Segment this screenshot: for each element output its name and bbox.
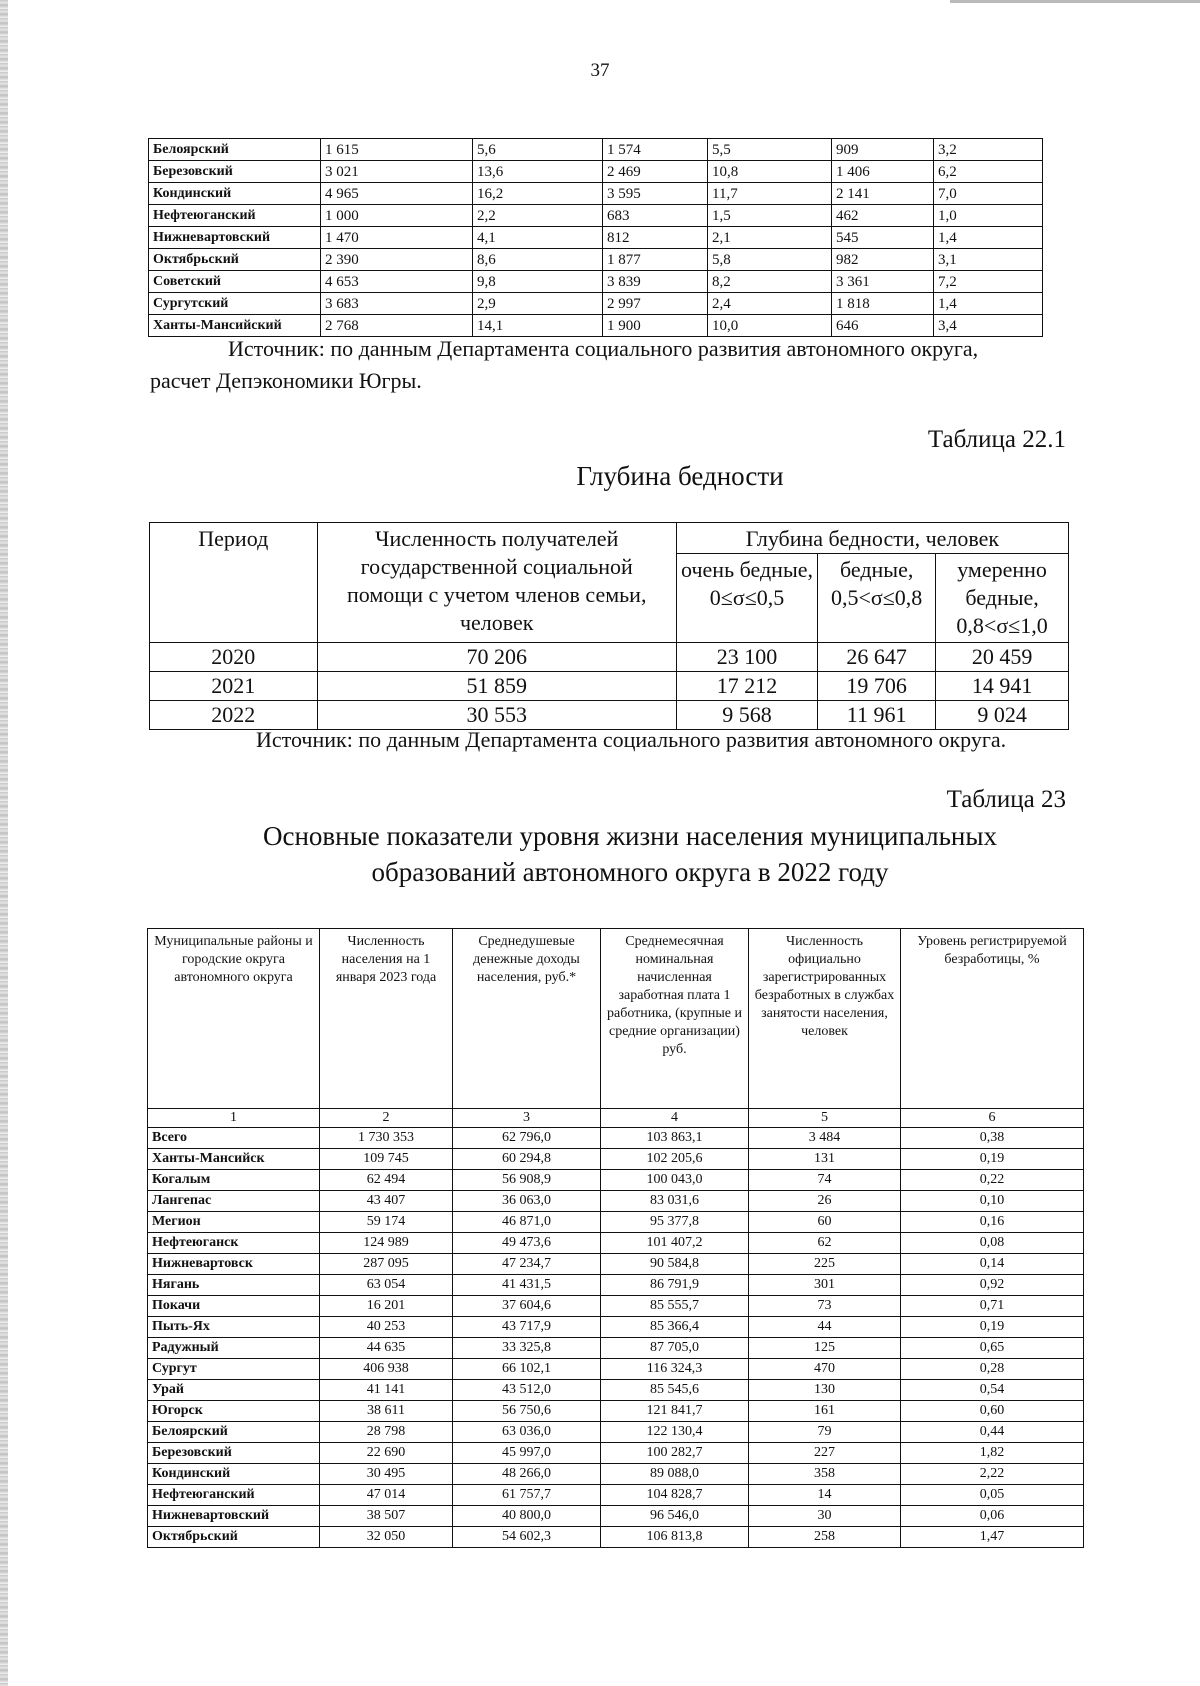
table-23-body: [148, 1128, 1084, 1548]
value-cell: 1,4: [934, 227, 1043, 249]
value-cell: 41 141: [320, 1380, 453, 1401]
value-cell: 3 683: [321, 293, 473, 315]
table-22-1-label: Таблица 22.1: [927, 426, 1066, 453]
value-cell: 14 941: [936, 672, 1069, 701]
value-cell: 2 997: [603, 293, 708, 315]
value-cell: 95 377,8: [601, 1212, 749, 1233]
header-poor: бедные, 0,5<σ≤0,8: [818, 554, 936, 643]
value-cell: 100 282,7: [601, 1443, 749, 1464]
value-cell: 1 730 353: [320, 1128, 453, 1149]
value-cell: 301: [749, 1275, 901, 1296]
value-cell: 3,2: [934, 139, 1043, 161]
value-cell: 51 859: [317, 672, 676, 701]
value-cell: 102 205,6: [601, 1149, 749, 1170]
table-row: [148, 1443, 1084, 1464]
value-cell: 79: [749, 1422, 901, 1443]
value-cell: 131: [749, 1149, 901, 1170]
row-label-cell: Лангепас: [148, 1191, 320, 1212]
value-cell: 33 325,8: [453, 1338, 601, 1359]
table-23-title: Основные показатели уровня жизни населения муниципальных образований автономного округа в 2022 году: [262, 821, 998, 887]
row-label-cell: Кондинский: [148, 1464, 320, 1485]
row-label-cell: Мегион: [148, 1212, 320, 1233]
value-cell: 85 555,7: [601, 1296, 749, 1317]
row-label-cell: Белоярский: [148, 1422, 320, 1443]
row-label-cell: Советский: [149, 271, 321, 293]
row-label-cell: Нефтеюганск: [148, 1233, 320, 1254]
value-cell: 1,82: [901, 1443, 1084, 1464]
table-row: [148, 1149, 1084, 1170]
table-previous-body: [149, 139, 1043, 337]
value-cell: 16 201: [320, 1296, 453, 1317]
value-cell: 1 877: [603, 249, 708, 271]
value-cell: 3 361: [832, 271, 934, 293]
value-cell: 0,44: [901, 1422, 1084, 1443]
value-cell: 44: [749, 1317, 901, 1338]
value-cell: 1,4: [934, 293, 1043, 315]
value-cell: 30: [749, 1506, 901, 1527]
value-cell: 96 546,0: [601, 1506, 749, 1527]
column-number: 2: [320, 1109, 453, 1128]
value-cell: 22 690: [320, 1443, 453, 1464]
row-label-cell: Белоярский: [149, 139, 321, 161]
value-cell: 545: [832, 227, 934, 249]
row-label-cell: Радужный: [148, 1338, 320, 1359]
value-cell: 30 553: [317, 701, 676, 730]
value-cell: 646: [832, 315, 934, 337]
value-cell: 1 470: [321, 227, 473, 249]
header-unemployed: Численность официально зарегистрированных безработных в службах занятости населения, человек: [749, 929, 901, 1109]
value-cell: 3 484: [749, 1128, 901, 1149]
value-cell: 0,28: [901, 1359, 1084, 1380]
value-cell: 26 647: [818, 643, 936, 672]
value-cell: 2,1: [708, 227, 832, 249]
value-cell: 3 595: [603, 183, 708, 205]
value-cell: 2,9: [473, 293, 603, 315]
header-depth-group: Глубина бедности, человек: [676, 523, 1068, 554]
value-cell: 26: [749, 1191, 901, 1212]
value-cell: 462: [832, 205, 934, 227]
value-cell: 358: [749, 1464, 901, 1485]
table-22-1-body: [150, 643, 1069, 730]
value-cell: 40 253: [320, 1317, 453, 1338]
value-cell: 106 813,8: [601, 1527, 749, 1548]
header-recipients: Численность получателей государственной социальной помощи с учетом членов семьи, человек: [317, 523, 676, 643]
row-label-cell: Всего: [148, 1128, 320, 1149]
value-cell: 38 611: [320, 1401, 453, 1422]
value-cell: 6,2: [934, 161, 1043, 183]
header-moderate: умеренно бедные, 0,8<σ≤1,0: [936, 554, 1069, 643]
value-cell: 20 459: [936, 643, 1069, 672]
value-cell: 85 366,4: [601, 1317, 749, 1338]
value-cell: 125: [749, 1338, 901, 1359]
value-cell: 0,19: [901, 1317, 1084, 1338]
value-cell: 90 584,8: [601, 1254, 749, 1275]
value-cell: 66 102,1: [453, 1359, 601, 1380]
value-cell: 70 206: [317, 643, 676, 672]
table-row: [148, 1527, 1084, 1548]
row-label-cell: Нефтеюганский: [149, 205, 321, 227]
value-cell: 227: [749, 1443, 901, 1464]
table-row: [148, 1296, 1084, 1317]
value-cell: 0,65: [901, 1338, 1084, 1359]
table-row: [148, 1359, 1084, 1380]
value-cell: 2 141: [832, 183, 934, 205]
row-label-cell: Октябрьский: [149, 249, 321, 271]
value-cell: 10,0: [708, 315, 832, 337]
value-cell: 44 635: [320, 1338, 453, 1359]
table-23: [147, 928, 1084, 1548]
value-cell: 37 604,6: [453, 1296, 601, 1317]
value-cell: 225: [749, 1254, 901, 1275]
value-cell: 38 507: [320, 1506, 453, 1527]
value-cell: 0,08: [901, 1233, 1084, 1254]
value-cell: 0,71: [901, 1296, 1084, 1317]
value-cell: 73: [749, 1296, 901, 1317]
value-cell: 1 574: [603, 139, 708, 161]
table-22-1: [149, 522, 1069, 730]
value-cell: 62: [749, 1233, 901, 1254]
row-label-cell: Нефтеюганский: [148, 1485, 320, 1506]
value-cell: 121 841,7: [601, 1401, 749, 1422]
row-label-cell: Ханты-Мансийский: [149, 315, 321, 337]
table-row: [149, 183, 1043, 205]
value-cell: 2 469: [603, 161, 708, 183]
value-cell: 40 800,0: [453, 1506, 601, 1527]
value-cell: 63 036,0: [453, 1422, 601, 1443]
row-label-cell: 2020: [150, 643, 318, 672]
table-row: [148, 1317, 1084, 1338]
table-row: [149, 271, 1043, 293]
table-row: [148, 1191, 1084, 1212]
value-cell: 43 512,0: [453, 1380, 601, 1401]
header-salary: Среднемесячная номинальная начисленная заработная плата 1 работника, (крупные и средние организации) руб.: [601, 929, 749, 1109]
value-cell: 11 961: [818, 701, 936, 730]
value-cell: 3,1: [934, 249, 1043, 271]
table-previous-continuation: [148, 138, 1043, 337]
value-cell: 2 390: [321, 249, 473, 271]
row-label-cell: Нижневартовск: [148, 1254, 320, 1275]
row-label-cell: Урай: [148, 1380, 320, 1401]
value-cell: 101 407,2: [601, 1233, 749, 1254]
value-cell: 85 545,6: [601, 1380, 749, 1401]
value-cell: 89 088,0: [601, 1464, 749, 1485]
value-cell: 14,1: [473, 315, 603, 337]
row-label-cell: 2022: [150, 701, 318, 730]
header-municipality: Муниципальные районы и городские округа автономного округа: [148, 929, 320, 1109]
value-cell: 122 130,4: [601, 1422, 749, 1443]
value-cell: 4 653: [321, 271, 473, 293]
value-cell: 812: [603, 227, 708, 249]
value-cell: 4 965: [321, 183, 473, 205]
value-cell: 87 705,0: [601, 1338, 749, 1359]
value-cell: 1 818: [832, 293, 934, 315]
value-cell: 2,22: [901, 1464, 1084, 1485]
table-row: [148, 1212, 1084, 1233]
table-row: [150, 672, 1069, 701]
table-row: [148, 1233, 1084, 1254]
column-number: 3: [453, 1109, 601, 1128]
scan-edge-top: [950, 0, 1200, 3]
value-cell: 14: [749, 1485, 901, 1506]
row-label-cell: Ханты-Мансийск: [148, 1149, 320, 1170]
value-cell: 17 212: [676, 672, 817, 701]
value-cell: 86 791,9: [601, 1275, 749, 1296]
row-label-cell: Березовский: [148, 1443, 320, 1464]
value-cell: 100 043,0: [601, 1170, 749, 1191]
value-cell: 0,06: [901, 1506, 1084, 1527]
value-cell: 3,4: [934, 315, 1043, 337]
table-row: [148, 1338, 1084, 1359]
table-row: [148, 1380, 1084, 1401]
value-cell: 0,38: [901, 1128, 1084, 1149]
value-cell: 8,6: [473, 249, 603, 271]
value-cell: 406 938: [320, 1359, 453, 1380]
table-row: [149, 227, 1043, 249]
value-cell: 48 266,0: [453, 1464, 601, 1485]
scan-edge-left: [0, 0, 8, 1686]
value-cell: 683: [603, 205, 708, 227]
table-22-1-title: Глубина бедности: [576, 461, 784, 491]
row-label-cell: Югорск: [148, 1401, 320, 1422]
value-cell: 1,47: [901, 1527, 1084, 1548]
value-cell: 7,0: [934, 183, 1043, 205]
value-cell: 909: [832, 139, 934, 161]
value-cell: 74: [749, 1170, 901, 1191]
value-cell: 104 828,7: [601, 1485, 749, 1506]
source-note-2: Источник: по данным Департамента социального развития автономного округа.: [256, 727, 1007, 752]
column-number: 5: [749, 1109, 901, 1128]
value-cell: 0,92: [901, 1275, 1084, 1296]
value-cell: 62 494: [320, 1170, 453, 1191]
value-cell: 1 615: [321, 139, 473, 161]
value-cell: 0,19: [901, 1149, 1084, 1170]
header-very-poor: очень бедные, 0≤σ≤0,5: [676, 554, 817, 643]
value-cell: 54 602,3: [453, 1527, 601, 1548]
value-cell: 103 863,1: [601, 1128, 749, 1149]
row-label-cell: Нижневартовский: [149, 227, 321, 249]
header-population: Численность населения на 1 января 2023 года: [320, 929, 453, 1109]
row-label-cell: Пыть-Ях: [148, 1317, 320, 1338]
header-period: Период: [150, 523, 318, 643]
row-label-cell: Сургут: [148, 1359, 320, 1380]
value-cell: 47 014: [320, 1485, 453, 1506]
value-cell: 5,8: [708, 249, 832, 271]
value-cell: 56 750,6: [453, 1401, 601, 1422]
value-cell: 1 000: [321, 205, 473, 227]
value-cell: 62 796,0: [453, 1128, 601, 1149]
header-unemployment-rate: Уровень регистрируемой безработицы, %: [901, 929, 1084, 1109]
value-cell: 0,05: [901, 1485, 1084, 1506]
value-cell: 9,8: [473, 271, 603, 293]
value-cell: 11,7: [708, 183, 832, 205]
value-cell: 46 871,0: [453, 1212, 601, 1233]
value-cell: 0,10: [901, 1191, 1084, 1212]
value-cell: 1 900: [603, 315, 708, 337]
value-cell: 2 768: [321, 315, 473, 337]
value-cell: 10,8: [708, 161, 832, 183]
value-cell: 23 100: [676, 643, 817, 672]
value-cell: 1 406: [832, 161, 934, 183]
value-cell: 60: [749, 1212, 901, 1233]
table-row: [148, 1506, 1084, 1527]
value-cell: 49 473,6: [453, 1233, 601, 1254]
source-note-1: Источник: по данным Департамента социального развития автономного округа, расчет Депэкономики Югры.: [150, 336, 979, 393]
row-label-cell: Нижневартовский: [148, 1506, 320, 1527]
table-row: [150, 643, 1069, 672]
value-cell: 19 706: [818, 672, 936, 701]
value-cell: 83 031,6: [601, 1191, 749, 1212]
value-cell: 2,2: [473, 205, 603, 227]
row-label-cell: Сургутский: [149, 293, 321, 315]
table-row: [148, 1128, 1084, 1149]
value-cell: 2,4: [708, 293, 832, 315]
value-cell: 1,0: [934, 205, 1043, 227]
value-cell: 43 717,9: [453, 1317, 601, 1338]
value-cell: 0,54: [901, 1380, 1084, 1401]
value-cell: 4,1: [473, 227, 603, 249]
value-cell: 5,6: [473, 139, 603, 161]
value-cell: 470: [749, 1359, 901, 1380]
table-row: [148, 1422, 1084, 1443]
value-cell: 63 054: [320, 1275, 453, 1296]
value-cell: 0,60: [901, 1401, 1084, 1422]
table-row: [148, 1464, 1084, 1485]
value-cell: 3 021: [321, 161, 473, 183]
row-label-cell: Березовский: [149, 161, 321, 183]
column-number: 6: [901, 1109, 1084, 1128]
value-cell: 56 908,9: [453, 1170, 601, 1191]
value-cell: 124 989: [320, 1233, 453, 1254]
page-number: 37: [590, 60, 610, 81]
value-cell: 36 063,0: [453, 1191, 601, 1212]
table-row: [148, 1401, 1084, 1422]
value-cell: 16,2: [473, 183, 603, 205]
value-cell: 7,2: [934, 271, 1043, 293]
value-cell: 8,2: [708, 271, 832, 293]
value-cell: 9 568: [676, 701, 817, 730]
table-row: [148, 1170, 1084, 1191]
value-cell: 13,6: [473, 161, 603, 183]
row-label-cell: 2021: [150, 672, 318, 701]
row-label-cell: Покачи: [148, 1296, 320, 1317]
value-cell: 5,5: [708, 139, 832, 161]
value-cell: 287 095: [320, 1254, 453, 1275]
value-cell: 47 234,7: [453, 1254, 601, 1275]
value-cell: 130: [749, 1380, 901, 1401]
row-label-cell: Кондинский: [149, 183, 321, 205]
value-cell: 32 050: [320, 1527, 453, 1548]
value-cell: 258: [749, 1527, 901, 1548]
row-label-cell: Когалым: [148, 1170, 320, 1191]
table-23-label: Таблица 23: [946, 786, 1066, 813]
table-row: [148, 1275, 1084, 1296]
value-cell: 116 324,3: [601, 1359, 749, 1380]
table-row: [149, 139, 1043, 161]
value-cell: 9 024: [936, 701, 1069, 730]
row-label-cell: Октябрьский: [148, 1527, 320, 1548]
table-row: [148, 1254, 1084, 1275]
value-cell: 45 997,0: [453, 1443, 601, 1464]
value-cell: 59 174: [320, 1212, 453, 1233]
table-row: [149, 249, 1043, 271]
column-number: 4: [601, 1109, 749, 1128]
value-cell: 60 294,8: [453, 1149, 601, 1170]
value-cell: 30 495: [320, 1464, 453, 1485]
table-row: [148, 1485, 1084, 1506]
table-row: [149, 161, 1043, 183]
value-cell: 109 745: [320, 1149, 453, 1170]
value-cell: 161: [749, 1401, 901, 1422]
value-cell: 41 431,5: [453, 1275, 601, 1296]
header-income: Среднедушевые денежные доходы населения, руб.*: [453, 929, 601, 1109]
value-cell: 0,16: [901, 1212, 1084, 1233]
value-cell: 0,22: [901, 1170, 1084, 1191]
value-cell: 43 407: [320, 1191, 453, 1212]
table-row: [149, 293, 1043, 315]
value-cell: 0,14: [901, 1254, 1084, 1275]
column-number: 1: [148, 1109, 320, 1128]
value-cell: 3 839: [603, 271, 708, 293]
value-cell: 982: [832, 249, 934, 271]
table-row: [149, 205, 1043, 227]
value-cell: 61 757,7: [453, 1485, 601, 1506]
value-cell: 1,5: [708, 205, 832, 227]
row-label-cell: Нягань: [148, 1275, 320, 1296]
value-cell: 28 798: [320, 1422, 453, 1443]
